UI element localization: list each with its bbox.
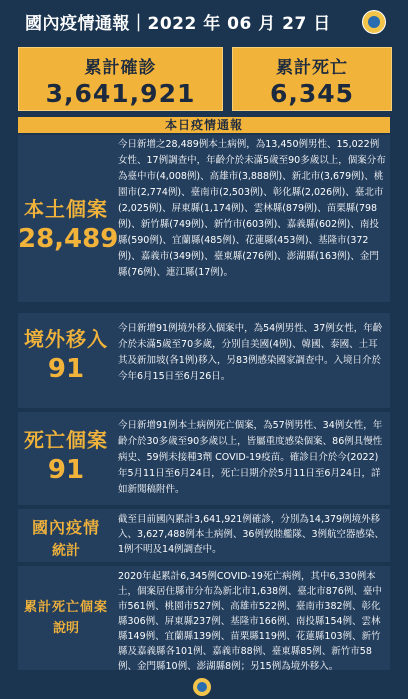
cumulative-deaths-box [232,47,392,111]
death-notes-text: 2020年起累計6,345例COVID-19死亡病例，其中6,330例本土，個案居住縣市分布為新北市1,638例、臺北市876例、臺中市561例、桃園市527例、高雄市522例、臺南市382例、彰化縣306例、屏東縣237例、基隆市166例、南投縣154例、雲林縣149例、宜蘭縣139例、苗栗縣119例、花蓮縣103例、新竹縣及嘉義縣各101例、嘉義市88例、臺東縣85例、新竹市58例、金門縣10例、澎湖縣8例；另15例為境外移入。 [118,571,382,672]
domestic-stats-heading [18,515,114,560]
local-cases-heading [18,193,119,254]
local-cases-row [18,135,390,302]
seal-icon [362,10,386,34]
imported-cases-label: 境外移入 [24,327,108,351]
death-cases-text: 今日新增91例本土病例死亡個案，為57例男性、34例女性，年齡介於30多歲至90多歲以上，皆屬重度感染個案、86例具慢性病史、59例未接種3劑 COVID-19疫苗。確診日介於今(2022)年5月11日至6月24日，死亡日期介於5月11日至6月24日，詳如新聞稿附件。 [118,420,383,495]
local-cases-label: 本土個案 [24,197,108,221]
header [0,0,408,44]
death-notes-label: 累計死亡個案 [23,600,108,615]
death-cases-label: 死亡個案 [24,428,108,452]
page-title: 國內疫情通報｜2022 年 06 月 27 日 [25,14,331,34]
section-title: 本日疫情通報 [18,117,390,133]
domestic-stats-sublabel: 統計 [52,543,80,559]
cumulative-cases-value: 3,641,921 [45,79,196,108]
domestic-stats-row [18,509,390,562]
domestic-stats-text: 截至目前國內累計3,641,921例確診，分別為14,379例境外移入、3,627,488例本土病例、36例敦睦艦隊、3例航空器感染、1例不明及14例調查中。 [118,514,384,555]
imported-cases-heading [18,323,114,384]
local-cases-text: 今日新增之28,489例本土病例，為13,450例男性、15,022例女性、17例調查中，年齡介於未滿5歲至90多歲以上，個案分布為臺中市(4,008例)、高雄市(3,888例)、新北市(3,679例)、桃園市(2,774例)、臺南市(2,503例)、彰化縣(2,026例)、臺北市(2,025例)、屏東縣(1,174例)、雲林縣(879例)、苗栗縣(798例)、新竹縣(749例)、新竹市(603例)、嘉義縣(602例)、南投縣(590例)、宜蘭縣(485例)、花蓮縣(453例)、基隆市(372例)、嘉義市(349例)、臺東縣(276例)、澎湖縣(163例)、金門縣(76例)、連江縣(17例)。 [118,139,386,278]
imported-cases-value: 91 [47,354,85,384]
death-cases-value: 91 [47,455,85,485]
death-cases-row [18,412,390,505]
cumulative-deaths-value: 6,345 [269,79,355,108]
death-notes-heading [18,596,114,636]
death-notes-row [18,566,390,670]
domestic-stats-label: 國內疫情 [31,518,100,537]
cumulative-cases-box [18,47,223,111]
logo-icon [193,678,211,696]
imported-cases-text: 今日新增91例境外移入個案中，為54例男性、37例女性，年齡介於未滿5歲至70多歲，分別自美國(4例)、韓國、泰國、土耳其及新加坡(各1例)移入，另83例感染國家調查中。入境日介於今年6月15日至6月26日。 [118,323,383,382]
death-notes-sublabel: 說明 [52,621,79,636]
local-cases-value: 28,489 [18,224,119,254]
cumulative-cases-label: 累計確診 [84,58,157,78]
imported-cases-row [18,313,390,408]
death-cases-heading [18,424,114,485]
cumulative-deaths-label: 累計死亡 [276,58,348,78]
